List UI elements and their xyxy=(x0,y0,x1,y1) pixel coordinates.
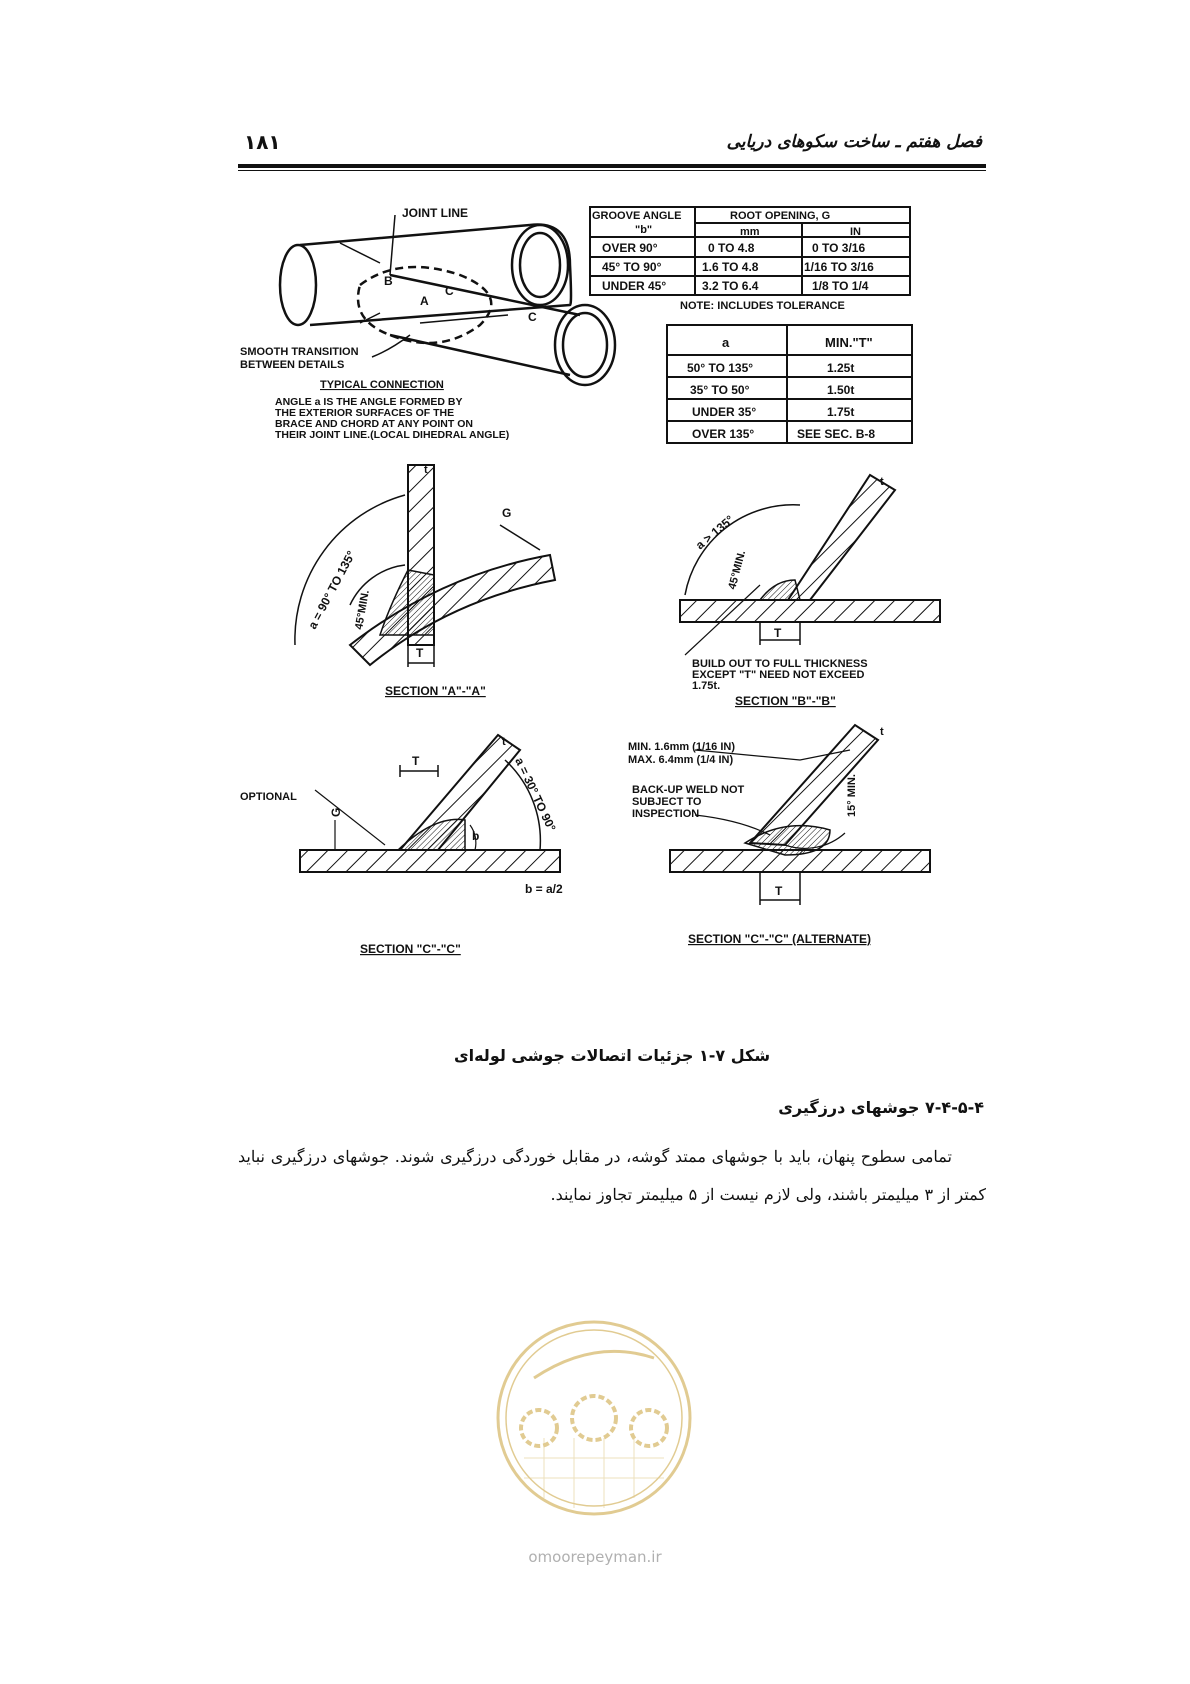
groove-row-2-mm: 1.6 TO 4.8 xyxy=(702,260,759,274)
section-b-t-small: t xyxy=(880,476,884,488)
letter-c-arrow: C xyxy=(528,310,537,324)
section-a-drawing xyxy=(295,465,555,667)
root-head: ROOT OPENING, G xyxy=(730,210,831,222)
section-c-b-eq: b = a/2 xyxy=(525,882,563,896)
header-rule xyxy=(238,164,986,168)
watermark-seal-icon xyxy=(494,1318,694,1518)
groove-row-3-mm: 3.2 TO 6.4 xyxy=(702,279,759,293)
thickness-row-1-angle: 50° TO 135° xyxy=(687,361,754,375)
letter-a: A xyxy=(420,294,429,308)
page-header xyxy=(238,128,986,160)
watermark-logo xyxy=(494,1318,694,1518)
thickness-row-3-angle: UNDER 35° xyxy=(692,405,757,419)
section-c-alt-t-small: t xyxy=(880,726,884,738)
section-c-alt-backup-1: BACK-UP WELD NOT xyxy=(632,784,745,796)
body-paragraph: تمامی سطوح پنهان، باید با جوشهای ممتد گوشه، در مقابل خوردگی درزگیری شوند. جوشهای درزگیری نباید کمتر از ۳ میلیمتر باشند، ولی لازم نیست از ۵ میلیمتر تجاوز نمایند. xyxy=(238,1147,986,1204)
section-a-t-big: T xyxy=(416,646,424,660)
joint-line-label: JOINT LINE xyxy=(402,206,469,220)
section-c-t-big: T xyxy=(412,754,420,768)
section-b-t-big: T xyxy=(774,626,782,640)
section-a-g: G xyxy=(502,506,512,520)
angle-note-line-2: THE EXTERIOR SURFACES OF THE xyxy=(275,407,455,419)
body-text xyxy=(238,1138,986,1214)
typical-connection-title: TYPICAL CONNECTION xyxy=(320,379,444,391)
section-c-angle-range: a = 30° TO 90° xyxy=(512,755,559,834)
welded-tubular-connections-figure xyxy=(240,205,980,1035)
section-c-optional: OPTIONAL xyxy=(240,791,297,803)
section-a-angle-range: a = 90° TO 135° xyxy=(305,548,359,632)
section-c-b: b xyxy=(472,829,480,843)
section-heading: ۷-۴-۵-۴ جوشهای درزگیری xyxy=(778,1098,984,1117)
section-b-note-1: BUILD OUT TO FULL THICKNESS xyxy=(692,658,868,670)
letter-c: C xyxy=(445,284,454,298)
chapter-title: فصل هفتم ـ ساخت سکوهای دریایی xyxy=(726,132,982,152)
groove-row-3-in: 1/8 TO 1/4 xyxy=(812,279,869,293)
section-c-alt-backup-3: INSPECTION xyxy=(632,808,700,820)
mm-head: mm xyxy=(740,226,760,238)
section-c-alt-t-big: T xyxy=(775,884,783,898)
groove-row-2-in: 1/16 TO 3/16 xyxy=(804,260,874,274)
in-head: IN xyxy=(850,226,861,238)
between-details-label: BETWEEN DETAILS xyxy=(240,359,345,371)
section-c-alt-min15: 15° MIN. xyxy=(846,774,858,817)
tolerance-note: NOTE: INCLUDES TOLERANCE xyxy=(680,300,845,312)
section-c-alt-title: SECTION "C"-"C" (ALTERNATE) xyxy=(688,932,871,946)
section-a-title: SECTION "A"-"A" xyxy=(385,684,486,698)
section-c-g: G xyxy=(329,807,343,817)
section-c-t-small: t xyxy=(502,736,506,748)
groove-row-1-angle: OVER 90° xyxy=(602,241,658,255)
groove-row-2-angle: 45° TO 90° xyxy=(602,260,662,274)
thickness-row-1-value: 1.25t xyxy=(827,361,855,375)
section-b-drawing xyxy=(680,475,940,655)
page-number: ۱۸۱ xyxy=(244,130,281,154)
angle-note-line-1: ANGLE a IS THE ANGLE FORMED BY xyxy=(275,396,463,408)
angle-note-line-3: BRACE AND CHORD AT ANY POINT ON xyxy=(275,418,473,430)
groove-row-1-in: 0 TO 3/16 xyxy=(812,241,866,255)
letter-b: B xyxy=(384,274,393,288)
section-b-angle: a > 135° xyxy=(692,512,737,553)
angle-note-line-4: THEIR JOINT LINE.(LOCAL DIHEDRAL ANGLE) xyxy=(275,429,510,441)
thickness-row-2-value: 1.50t xyxy=(827,383,855,397)
header-rule-thin xyxy=(238,170,986,171)
section-b-note-2: EXCEPT "T" NEED NOT EXCEED xyxy=(692,669,865,681)
groove-head: GROOVE ANGLE xyxy=(592,210,682,222)
figure-caption: شکل ۷-۱ جزئیات اتصالات جوشی لوله‌ای xyxy=(453,1046,771,1065)
groove-angle-table xyxy=(590,207,910,312)
section-c-title: SECTION "C"-"C" xyxy=(360,942,461,956)
thickness-row-4-angle: OVER 135° xyxy=(692,427,755,441)
groove-head-sub: "b" xyxy=(635,224,653,236)
section-b-min45: 45°MIN. xyxy=(726,549,749,591)
groove-row-1-mm: 0 TO 4.8 xyxy=(708,241,755,255)
thickness-row-4-value: SEE SEC. B-8 xyxy=(797,427,876,441)
section-a-t-small: t xyxy=(424,464,428,476)
section-b-title: SECTION "B"-"B" xyxy=(735,694,836,708)
section-c-alt-max: MAX. 6.4mm (1/4 IN) xyxy=(628,754,734,766)
watermark-url: omoorepeyman.ir xyxy=(528,1548,662,1566)
section-c-alt-min: MIN. 1.6mm (1/16 IN) xyxy=(628,741,735,753)
min-thickness-table xyxy=(667,325,912,443)
section-b-note-3: 1.75t. xyxy=(692,680,721,692)
figure-drawing xyxy=(240,205,980,1035)
smooth-transition-label: SMOOTH TRANSITION xyxy=(240,346,359,358)
groove-row-3-angle: UNDER 45° xyxy=(602,279,667,293)
section-c-alt-backup-2: SUBJECT TO xyxy=(632,796,702,808)
thickness-row-3-value: 1.75t xyxy=(827,405,855,419)
thickness-head-a: a xyxy=(722,335,730,350)
section-c-drawing xyxy=(300,735,560,872)
thickness-row-2-angle: 35° TO 50° xyxy=(690,383,750,397)
thickness-head-min: MIN."T" xyxy=(825,335,873,350)
section-a-min45: 45°MIN. xyxy=(353,589,372,631)
